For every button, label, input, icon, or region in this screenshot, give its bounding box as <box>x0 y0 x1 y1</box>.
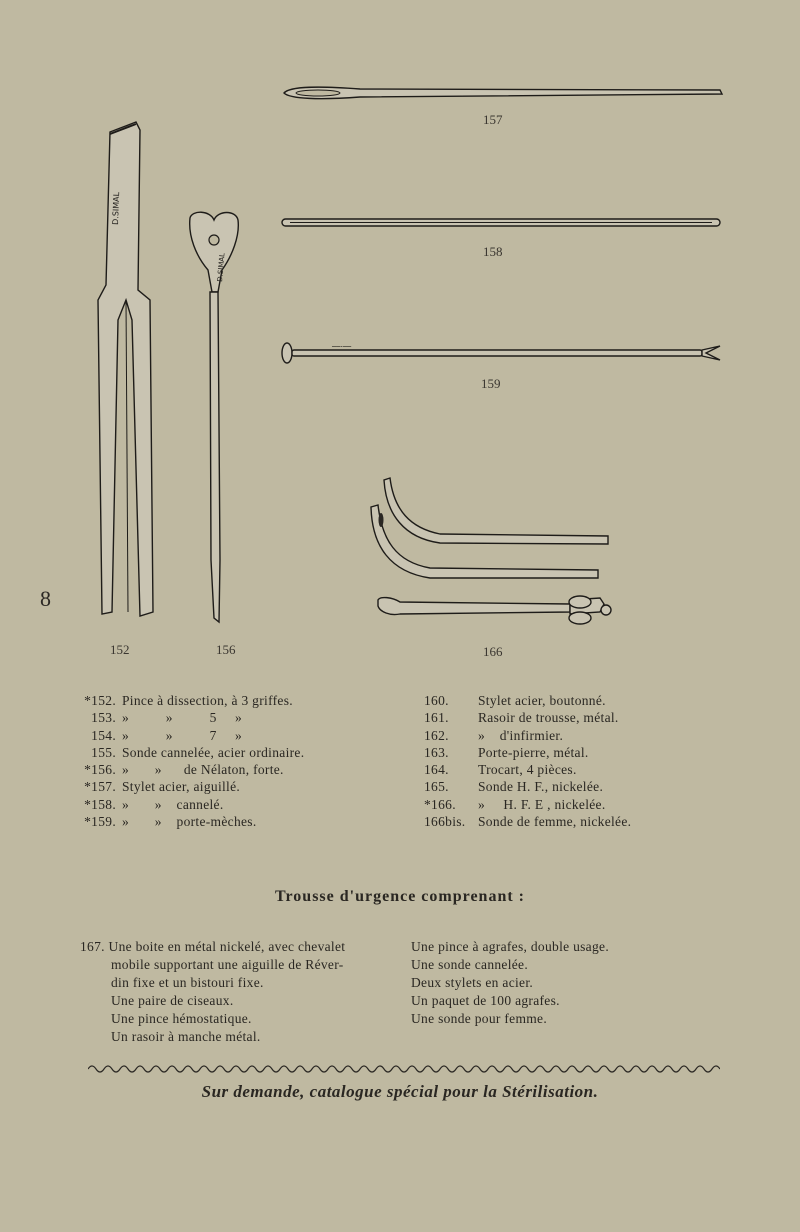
stylet-158-drawing <box>282 219 720 226</box>
list-item: 167. Une boite en métal nickelé, avec chevalet <box>80 939 346 954</box>
footer-note: Sur demande, catalogue spécial pour la Stérilisation. <box>201 1082 599 1101</box>
figure-label-156: 156 <box>216 642 236 657</box>
wavy-divider <box>88 1062 720 1076</box>
catheters-166-drawing <box>371 478 611 624</box>
list-item: Une pince hémostatique. <box>111 1011 252 1026</box>
list-item: din fixe et un bistouri fixe. <box>111 975 264 990</box>
list-item: 155. Sonde cannelée, acier ordinaire. <box>91 744 305 760</box>
figure-label-157: 157 <box>483 112 503 127</box>
list-item: *156. » » de Nélaton, forte. <box>84 762 284 778</box>
figure-label-158: 158 <box>483 244 503 259</box>
catalog-list-right <box>424 692 631 830</box>
list-item: *159. » » porte-mèches. <box>84 814 257 830</box>
list-item: mobile supportant une aiguille de Réver- <box>111 957 344 972</box>
kit-list-right <box>411 938 609 1028</box>
list-item: 163. Porte-pierre, métal. <box>424 744 589 760</box>
list-item: 166bis. Sonde de femme, nickelée. <box>424 814 632 830</box>
stylet-159-drawing <box>282 343 720 363</box>
svg-text:──·──: ──·── <box>332 343 352 351</box>
list-item: Une pince à agrafes, double usage. <box>411 939 609 954</box>
kit-title: Trousse d'urgence comprenant : <box>275 888 525 905</box>
stylet-157-drawing <box>284 87 722 99</box>
kit-list-left <box>80 938 345 1046</box>
list-item: Une sonde pour femme. <box>411 1011 548 1026</box>
forceps-152-drawing <box>98 122 153 616</box>
catalog-list-left <box>78 692 304 830</box>
list-item: 162. » d'infirmier. <box>424 727 564 743</box>
list-item: *166. » H. F. E , nickelée. <box>424 796 606 812</box>
list-item: Un paquet de 100 agrafes. <box>411 993 560 1008</box>
list-item: *157. Stylet acier, aiguillé. <box>84 779 241 795</box>
list-item: 153. » » 5 » <box>91 710 243 726</box>
list-item: Un rasoir à manche métal. <box>111 1029 261 1044</box>
forceps-152-engraving: D.SIMAL <box>111 191 122 226</box>
list-item: Une sonde cannelée. <box>411 957 529 972</box>
probe-156-drawing <box>190 212 239 622</box>
list-item: 161. Rasoir de trousse, métal. <box>424 710 619 726</box>
page-number: 8 <box>40 586 51 611</box>
figure-label-152: 152 <box>110 642 130 657</box>
list-item: 165. Sonde H. F., nickelée. <box>424 779 604 795</box>
list-item: *152. Pince à dissection, à 3 griffes. <box>84 693 293 708</box>
list-item: *158. » » cannelé. <box>84 796 224 812</box>
probe-156-engraving: D.SIMAL <box>216 252 227 283</box>
figure-label-166: 166 <box>483 644 503 659</box>
list-item: 160. Stylet acier, boutonné. <box>424 693 606 708</box>
list-item: Deux stylets en acier. <box>411 975 534 990</box>
list-item: 164. Trocart, 4 pièces. <box>424 762 577 778</box>
figure-label-159: 159 <box>481 376 501 391</box>
list-item: Une paire de ciseaux. <box>111 993 234 1008</box>
list-item: 154. » » 7 » <box>91 727 243 743</box>
